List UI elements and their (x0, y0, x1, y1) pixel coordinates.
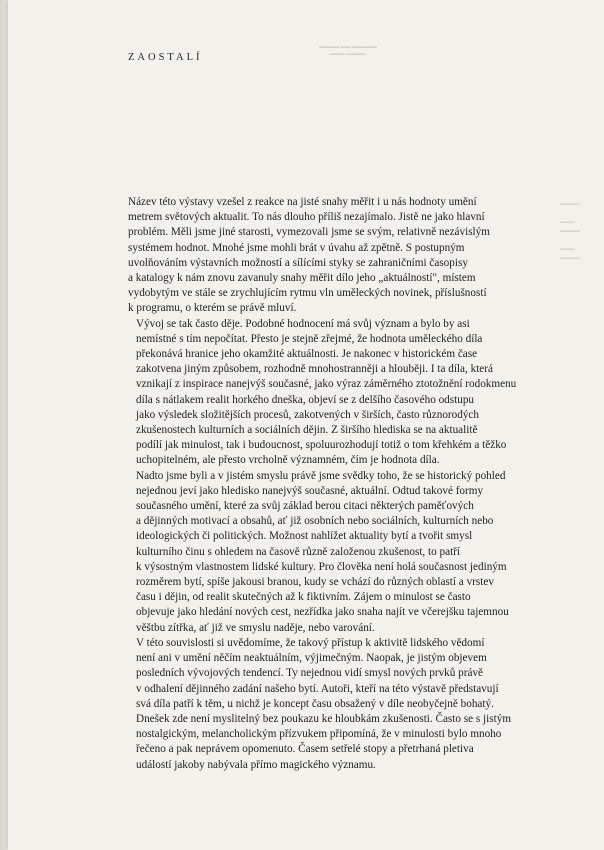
text-line: v odhalení dějinného zadání našeho bytí. Autoři, kteří na této výstavě představují (136, 682, 499, 695)
text-line: Nadto jsme byli a v jistém smyslu právě jsme svědky toho, že se historický pohled (136, 469, 506, 482)
paragraph (128, 317, 548, 469)
text-line: posledních vývojových tendencí. Ty nejednou vidí smysl nových prvků právě (136, 667, 484, 680)
text-line: překonává hranice jeho okamžité aktuálnosti. Je nakonec v historickém čase (136, 348, 478, 361)
text-line: vznikají z inspirace nanejvýš současné, jako výraz záměrného ztotožnění rodokmenu (136, 378, 517, 391)
text-line: nostalgickým, melancholickým přízvukem připomíná, že v minulosti bylo mnoho (136, 728, 502, 741)
text-line: k programu, o kterém se právě mluví. (128, 302, 297, 315)
paragraph (128, 469, 548, 636)
text-line: V této souvislosti si uvědomíme, že takový přístup k aktivitě lidského vědomí (136, 636, 485, 649)
text-line: systémem hodnot. Mnohé jsme mohli brát v úvahu až zpětně. S postupným (128, 241, 465, 254)
text-line: svá díla patří k těm, u nichž je koncept času obsažený v díle neobyčejně bohatý. (136, 697, 494, 710)
text-line: uvolňováním výstavních možností a sílícími styky se zahraničními časopisy (128, 256, 468, 269)
text-line: věštbu zítřka, ať již ve smyslu naděje, nebo varování. (136, 621, 375, 634)
paragraph (128, 636, 548, 773)
text-line: metrem světových aktualit. To nás dlouho příliš nezajímalo. Jistě ne jako hlavní (128, 211, 485, 224)
show-through-text: ▬▬▬▬ ▬▬ ▬▬▬▬▬ ▬▬▬ ▬▬▬▬ (319, 44, 377, 57)
text-line: času i dějin, od realit skutečných až k fiktivním. Zájem o minulost se často (136, 591, 471, 604)
text-line: díla s nátlakem realit horkého dneška, objeví se z delšího časového odstupu (136, 393, 475, 406)
text-line: jako výsledek složitějších procesů, zakotvených v širších, často různorodých (136, 408, 479, 421)
text-line: nejednou jeví jako hledisko nanejvýš současné, aktuální. Odtud takové formy (136, 484, 484, 497)
show-through-margin: ▬▬▬▬ ▬▬▬ ▬▬▬▬ ▬▬▬ ▬▬▬▬ (560, 201, 580, 261)
body-text (128, 195, 548, 773)
text-line: kulturního činu s ohledem na časově různě založenou zkušenost, to patří (136, 545, 461, 558)
binding-edge (0, 0, 8, 850)
text-line: současného umění, které za svůj základ berou citaci některých paměťových (136, 500, 474, 513)
text-line: vydobytým ve stále se zrychlujícím rytmu vln uměleckých novinek, příslušností (128, 287, 487, 300)
text-line: a dějinných motivací a obsahů, ať již osobních nebo sociálních, kulturních nebo (136, 515, 494, 528)
text-line: zakotvena jiným způsobem, rozhodně mnohostranněji a hlouběji. I ta díla, která (136, 363, 493, 376)
text-line: uchopitelném, ale přesto vrcholně významném, čím je hodnota díla. (136, 454, 440, 467)
text-line: rozměrem bytí, spíše jakousi branou, kudy se vchází do různých oblastí a vrstev (136, 576, 494, 589)
text-line: Dnešek zde není myslitelný bez poukazu ke hloubkám zkušenosti. Často se s jistým (136, 712, 512, 725)
text-line: zkušenostech kulturních a sociálních dějin. Z širšího hlediska se na aktualitě (136, 424, 478, 437)
text-line: podílí jak minulost, tak i budoucnost, spoluurozhodují totiž o tom křehkém a těžko (136, 439, 507, 452)
text-line: a katalogy k nám znovu zavanuly snahy měřit dílo jeho „aktuálností", místem (128, 272, 476, 285)
paragraph (128, 195, 548, 317)
text-line: Název této výstavy vzešel z reakce na jisté snahy měřit i u nás hodnoty umění (128, 196, 477, 208)
text-line: problém. Měli jsme jiné starosti, vymezovali jsme se svým, relativně nezávislým (128, 226, 490, 239)
text-line: Vývoj se tak často děje. Podobné hodnocení má svůj význam a bylo by asi (136, 317, 470, 330)
running-header: ZAOSTALÍ (128, 52, 203, 63)
text-line: nemístné s tím nepočítat. Přesto je stejně zřejmé, že hodnota uměleckého díla (136, 332, 483, 345)
text-line: řečeno a pak neprávem opomenuto. Časem setřelé stopy a přetrhaná pletiva (136, 743, 474, 756)
text-line: událostí jakoby nabývala přímo magického významu. (136, 758, 376, 771)
text-line: k výsostným vlastnostem lidské kultury. Pro člověka není holá současnost jediným (136, 560, 507, 573)
text-line: ideologických či politických. Možnost nahlížet aktuality bytí a tvořit smysl (136, 530, 473, 543)
text-line: objevuje jako hledání nových cest, nezřídka jako snaha najít ve včerejšku tajemnou (136, 606, 509, 619)
text-line: není ani v umění něčím neaktuálním, výjimečným. Naopak, je jistým objevem (136, 652, 487, 665)
